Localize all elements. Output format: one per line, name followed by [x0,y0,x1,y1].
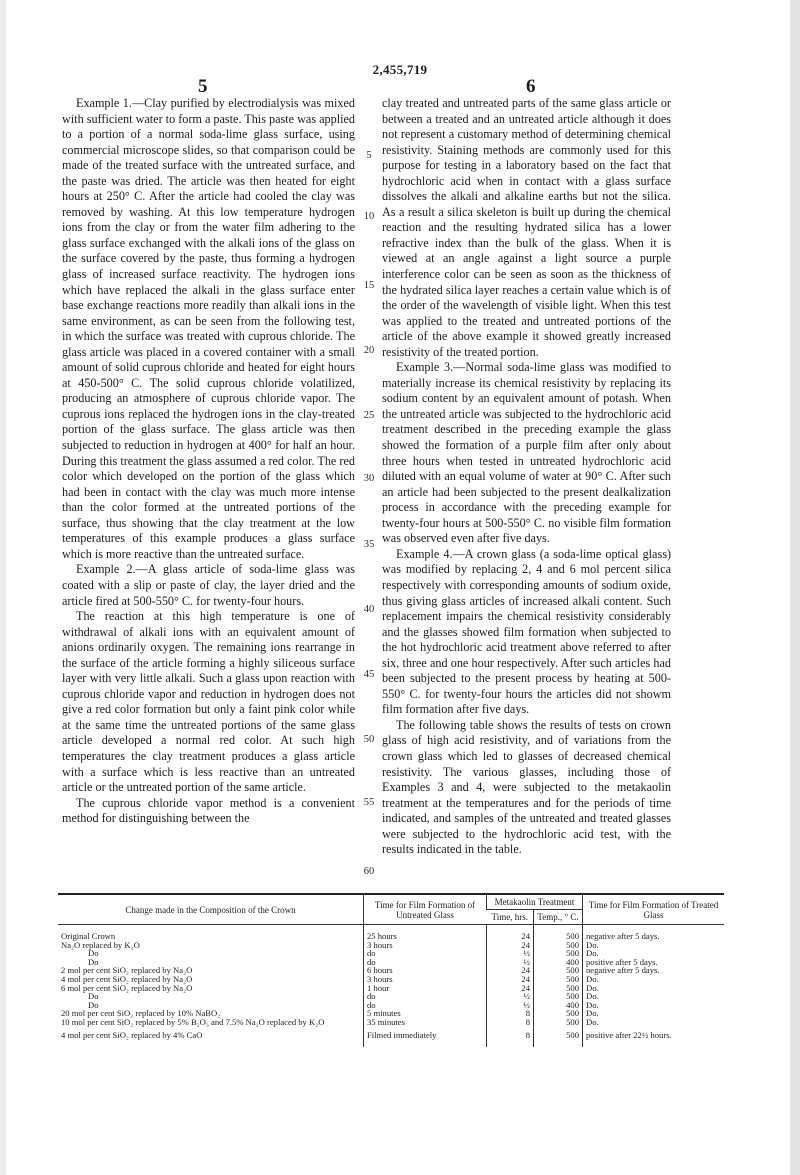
paragraph: clay treated and untreated parts of the same glass article or between a treated and an untreated article although it does not represent a customary method of determining chemical resistivity. Staining methods are commonly used for this purpose for testing in a laboratory based on the fact that hydrochloric acid when in contact with a glass surface dissolves the alkali and alkaline earths but not the silica. As a result a silica skeleton is built up during the chemical reaction and the resulting hydrated silica has a lower refractive index than the bulk of the glass. When it is viewed at an angle against a light source a purple interference color can be seen as soon as the thickness of the hydrated silica layer reaches a certain value which is of the order of the wavelength of visible light. When this test was applied to the treated and untreated portions of the article of the above example it showed greatly increased resistivity of the treated portion. [382,96,671,359]
cell-untreated: 6 hours [364,966,487,975]
cell-time: 24 [487,984,534,993]
paragraph-example-3: Example 3.—Normal soda-lime glass was modified to materially increase its chemical resistivity by replacing its sodium content by an equivalent amount of potash. When the untreated article was subjected to the hydrochloric acid treatment described in the preceding example the glass showed the formation of a purple film after only about three hours when tested in untreated hydrochloric acid diluted with an equal volume of water at 90° C. After such an article had been subjected to the present dealkalization process in accordance with the preceding example for twenty-four hours at 500-550° C. no visible film formation was observed even after five days. [382,360,671,546]
cell-treated: Do. [583,992,725,1001]
cell-untreated: 35 minutes [364,1018,487,1027]
cell-untreated: 3 hours [364,975,487,984]
paragraph-example-1: Example 1.—Clay purified by electrodialysis was mixed with sufficient water to form a paste. This paste was applied to a portion of a normal soda-lime glass surface, using commercial microscope slides, so that comparison could be made of the treated surface with the untreated surface, and the paste was dried. The article was then heated for eight hours at 250° C. After the article had cooled the clay was removed by washing. At this low temperature hydrogen ions from the clay or from the water film adhering to the glass surface exchanged with the alkali ions of the glass on the surface covered by the paste, thus forming a hydrogen glass of increased surface reactivity. The hydrogen ions which have replaced the alkali in the glass surface enter base exchange reactions more readily than alkali ions in the same environment, as can be seen from the following test, in which the surface was treated with cuprous chloride. The glass article was placed in a covered container with a small amount of solid cuprous chloride and heated for eight hours at 450-500° C. The solid cuprous chloride volatilized, producing an atmosphere of cuprous chloride vapor. The cuprous ions replaced the hydrogen ions in the clay-treated portion of the glass surface. The glass article was then subjected to reduction in hydrogen at 400° for half an hour. During this treatment the glass assumed a red color. The red color which developed on the portion of the glass which had been in contact with the clay was much more intense than the color formed at the untreated portions of the surface, thus showing that the clay treatment at the low temperatures of this example produces a glass surface which is more reactive than the untreated surface. [62,96,355,561]
cell-change: Do [88,956,99,967]
cell-time: 8 [487,1027,534,1048]
cell-time: 24 [487,966,534,975]
cell-treated: Do. [583,941,725,950]
patent-number: 2,455,719 [372,62,428,77]
cell-temp: 500 [534,1027,583,1048]
cell-change: 4 mol per cent SiO₂ replaced by Na₂O [61,973,193,984]
cell-treated: Do. [583,984,725,993]
cell-change: 20 mol per cent SiO₂ replaced by 10% NaBO₂ [61,1008,221,1019]
cell-time: 24 [487,941,534,950]
line-number: 5 [366,150,372,161]
table-row [58,1027,724,1048]
column-number-right: 6 [526,76,536,97]
cell-untreated: 1 hour [364,984,487,993]
cell-temp: 500 [534,966,583,975]
table-row [58,992,724,1001]
column-number-left: 5 [198,76,208,97]
table-row [58,925,724,941]
paragraph: The following table shows the results of tests on crown glass of high acid resistivity, and of variations from the crown glass which led to glasses of decreased chemical resistivity. The various glasses, including those of Examples 3 and 4, were subjected to the metakaolin treatment at the temperatures and for the periods of time indicated, and samples of the untreated and treated glasses were subjected to the hydrochloric acid test, with the results indicated in the table. [382,717,671,857]
cell-time: 24 [487,925,534,941]
right-text-column [382,96,671,878]
cell-treated: Do. [583,975,725,984]
line-number: 30 [363,473,375,484]
cell-treated: Do. [583,1001,725,1010]
line-number: 45 [363,669,375,680]
cell-time: 24 [487,975,534,984]
cell-treated: Do. [583,949,725,958]
line-number: 55 [363,797,375,808]
line-number: 40 [363,604,375,615]
cell-time: 8 [487,1018,534,1027]
cell-temp: 500 [534,984,583,993]
cell-treated: positive after 5 days. [583,958,725,967]
cell-temp: 500 [534,975,583,984]
table-row [58,941,724,950]
line-number: 20 [363,345,375,356]
header-treated-time: Time for Film Formation of Treated Glass [583,894,725,925]
cell-change: Na₂O replaced by K₂O [61,939,140,950]
line-number: 60 [363,866,375,877]
scan-edge-right [790,0,800,1175]
cell-change: 2 mol per cent SiO₂ replaced by Na₂O [61,965,193,976]
cell-change: 6 mol per cent SiO₂ replaced by Na₂O [61,982,193,993]
cell-time: ½ [487,1001,534,1010]
cell-untreated: 25 hours [364,925,487,941]
cell-untreated: 5 minutes [364,1009,487,1018]
line-number: 15 [363,280,375,291]
cell-untreated: do [364,958,487,967]
paragraph: The cuprous chloride vapor method is a convenient method for distinguishing between the [62,795,355,826]
header-temp: Temp., ° C. [534,910,583,925]
cell-change: 4 mol per cent SiO₂ replaced by 4% CaO [61,1029,203,1040]
paragraph-example-2: Example 2.—A glass article of soda-lime glass was coated with a slip or paste of clay, the layer dried and the article fired at 500-550° C. for twenty-four hours. [62,562,355,608]
cell-temp: 500 [534,992,583,1001]
cell-time: ½ [487,958,534,967]
cell-time: 8 [487,1009,534,1018]
cell-temp: 500 [534,1009,583,1018]
cell-untreated: 3 hours [364,941,487,950]
cell-untreated: do [364,992,487,1001]
cell-untreated: do [364,1001,487,1010]
scan-edge-left [0,0,6,1175]
header-change: Change made in the Composition of the Crown [58,894,364,925]
cell-temp: 500 [534,925,583,941]
cell-change: Do [88,948,99,959]
cell-change: 10 mol per cent SiO₂ replaced by 5% B₂O₃ and 7.5% Na₂O replaced by K₂O [61,1016,325,1027]
results-table [58,893,724,1047]
cell-treated: negative after 5 days. [583,966,725,975]
cell-time: ½ [487,992,534,1001]
cell-change: Original Crown [61,931,116,941]
header-metakaolin: Metakaolin Treatment [487,894,583,910]
cell-untreated: Filmed immediately [364,1027,487,1048]
paragraph: The reaction at this high temperature is one of withdrawal of alkali ions with an equivalent amount of anions ordinarily oxygen. The remaining ions rearrange in the surface of the article forming a highly siliceous surface layer with very little alkali. Such a glass upon reaction with cuprous chloride vapor and reduction in hydrogen does not give a red color formation but only a faint pink color while at the same time the untreated portions of the same glass article developed a normal red color. At such high temperatures the clay treatment produces a glass article with a surface which is less reactive than an untreated article or the untreated portion of the same article. [62,609,355,795]
cell-treated: positive after 22½ hours. [583,1027,725,1048]
header-untreated-time: Time for Film Formation of Untreated Glass [364,894,487,925]
cell-temp: 500 [534,949,583,958]
table-row [58,984,724,993]
cell-temp: 500 [534,1018,583,1027]
cell-time: ½ [487,949,534,958]
cell-temp: 500 [534,941,583,950]
cell-treated: Do. [583,1009,725,1018]
cell-untreated: do [364,949,487,958]
line-number: 10 [363,211,375,222]
cell-change: Do [88,999,99,1010]
cell-change: Do [88,991,99,1002]
cell-treated: Do. [583,1018,725,1027]
line-number: 50 [363,734,375,745]
table-row [58,1018,724,1027]
cell-temp: 400 [534,1001,583,1010]
cell-treated: negative after 5 days. [583,925,725,941]
header-time: Time, hrs. [487,910,534,925]
line-number: 25 [363,410,375,421]
left-text-column [62,96,355,878]
line-number: 35 [363,539,375,550]
cell-temp: 400 [534,958,583,967]
paragraph-example-4: Example 4.—A crown glass (a soda-lime optical glass) was modified by replacing 2, 4 and 6 mol percent silica respectively with corresponding amounts of sodium oxide, thus giving glass articles of increased alkali content. Such replacement impairs the chemical resistivity considerably and the glasses showed film formation when subjected to the hot hydrochloric acid treatment above referred to after six, three and one hour respectively. After such articles had been subjected to the present process by heating at 500-550° C. for twenty-four hours the articles did not showm film formation after five days. [382,546,671,717]
